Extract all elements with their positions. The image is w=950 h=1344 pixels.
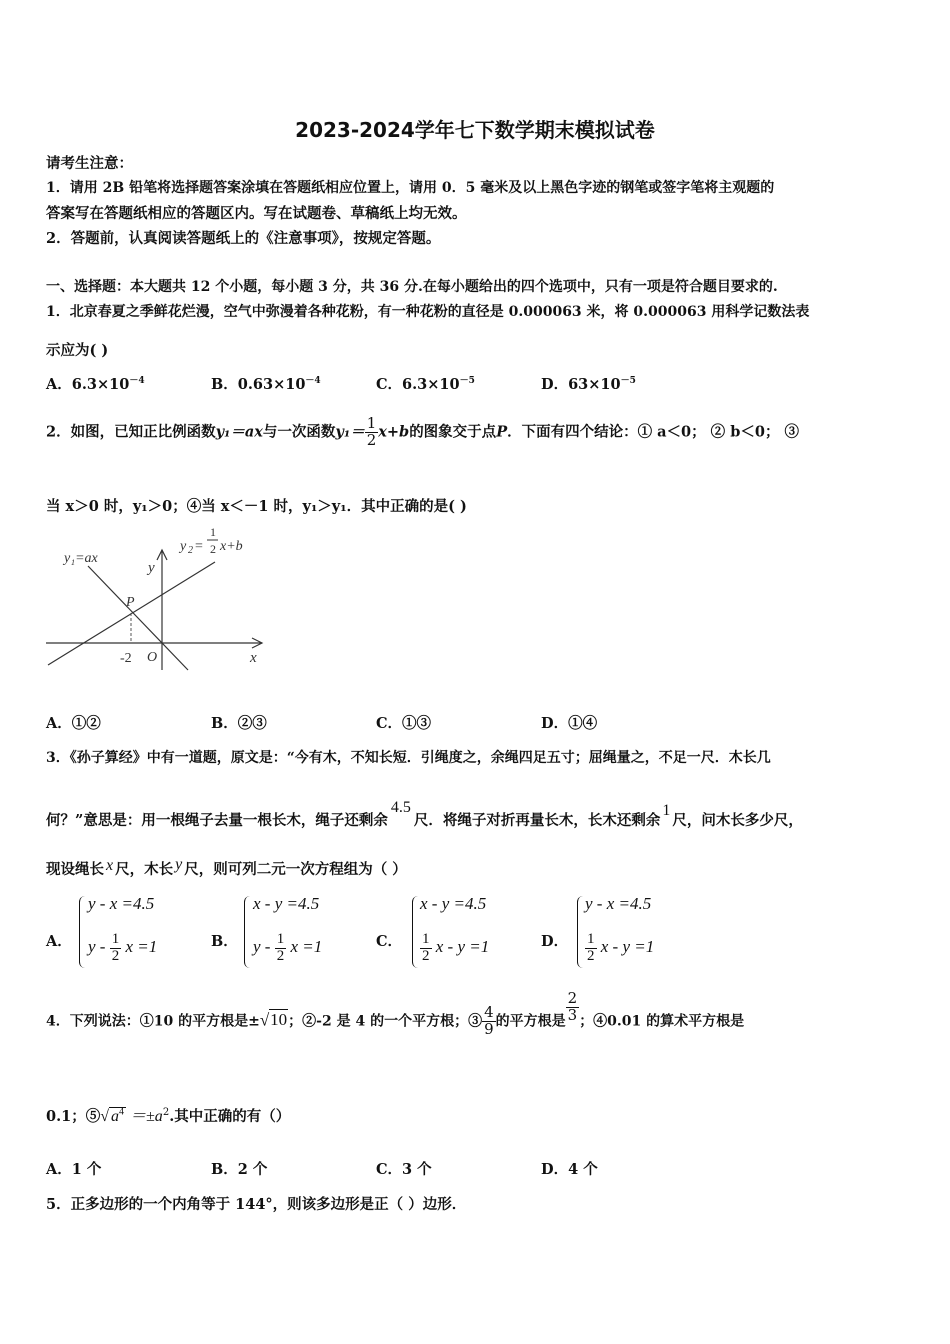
q2-graph — [40, 520, 280, 680]
graph-label-y2-pre: y — [180, 539, 187, 554]
q3-line-1: 3．《孙子算经》中有一道题，原文是：“今有木，不知长短．引绳度之，余绳四足五寸；屈绳量之，不足一尺．木长几 — [46, 750, 771, 766]
page-title: 2023-2024学年七下数学期末模拟试卷 — [295, 118, 655, 142]
q1-option-b[interactable]: B．$0.63\times 10^{-4}$ — [211, 376, 321, 393]
graph-label-y1: y₁=ax — [64, 551, 98, 566]
graph-y-axis-label: y — [148, 560, 155, 576]
notice-line-1b: 答案写在答题纸相应的答题区内。写在试题卷、草稿纸上均无效。 — [46, 205, 467, 222]
q2-line-1: 2．如图，已知正比例函数y₁＝ax与一次函数y₁＝ $\frac{1}{2}$ x+b的图象交于点P．下面有四个结论：① a＜0； ② b＜0； ③ — [46, 414, 799, 449]
q2-option-c[interactable]: C．①③ — [376, 715, 432, 732]
q3-option-d[interactable]: D． y - x =4.5 $\frac{1}{2}$ x - y =1 — [541, 892, 691, 972]
graph-label-y2-post: x+b — [220, 539, 243, 554]
graph-x-axis-label: x — [250, 650, 257, 666]
q4-option-b[interactable]: B．2 个 — [211, 1161, 268, 1178]
q2-line-2: 当 x＞0 时，y₁＞0；④当 x＜－1 时，y₁＞y₁．其中正确的是( ) — [46, 498, 467, 515]
q3-option-b[interactable]: B． x - y =4.5 y - $\frac{1}{2}$ x =1 — [211, 892, 361, 972]
q3-line-2: 何？”意思是：用一根绳子去量一根长木，绳子还剩余4.5尺．将绳子对折再量长木，长木还剩余1尺，问木长多少尺， — [46, 799, 803, 829]
notice-heading: 请考生注意： — [46, 155, 133, 172]
q1-option-d[interactable]: D．$63\times 10^{-5}$ — [541, 376, 636, 393]
graph-point-p-label: P — [126, 595, 135, 610]
graph-label-y2-eq: = — [195, 539, 203, 554]
section-heading: 一、选择题：本大题共 12 个小题，每小题 3 分，共 36 分.在每小题给出的四个选项中，只有一项是符合题目要求的. — [46, 279, 778, 295]
q5-line-1: 5．正多边形的一个内角等于 144°，则该多边形是正（ ）边形． — [46, 1196, 467, 1213]
notice-line-1a: 1．请用 2B 铅笔将选择题答案涂填在答题纸相应位置上，请用 0．5 毫米及以上黑色字迹的钢笔或签字笔将主观题的 — [46, 180, 775, 196]
q1-line-1: 1．北京春夏之季鲜花烂漫，空气中弥漫着各种花粉，有一种花粉的直径是 0.000063 米，将 0.000063 用科学记数法表 — [46, 304, 810, 320]
q3-option-a[interactable]: A． y - x =4.5 y - $\frac{1}{2}$ x =1 — [46, 892, 196, 972]
graph-origin-label: O — [147, 650, 158, 665]
graph-label-y2-n: 1 — [210, 525, 216, 539]
q2-option-d[interactable]: D．①④ — [541, 715, 598, 732]
q2-option-b[interactable]: B．②③ — [211, 715, 267, 732]
q1-option-c[interactable]: C．$6.3\times 10^{-5}$ — [376, 376, 475, 393]
graph-label-y2-sub: 2 — [188, 545, 193, 556]
q4-line-1: 4．下列说法：①10 的平方根是±√10；②-2 是 4 的一个平方根；③ $\frac{4}{9}$ 的平方根是 $\frac{2}{3}$ ；④0.01 的算术平方根是 — [46, 989, 745, 1038]
q4-option-d[interactable]: D．4 个 — [541, 1161, 598, 1178]
notice-line-2: 2．答题前，认真阅读答题纸上的《注意事项》，按规定答题。 — [46, 230, 441, 247]
q3-line-3: 现设绳长 x 尺，木长 y 尺，则可列二元一次方程组为（ ） — [46, 856, 407, 878]
q4-option-c[interactable]: C．3 个 — [376, 1161, 432, 1178]
q4-option-a[interactable]: A．1 个 — [46, 1161, 102, 1178]
q4-line-2: 0.1；⑤√ $a^4 =\pm a^2$.其中正确的有（） — [46, 1106, 291, 1125]
graph-label-y2-d: 2 — [210, 542, 216, 556]
q1-line-2: 示应为( ) — [46, 342, 109, 359]
q3-option-c[interactable]: C． x - y =4.5 $\frac{1}{2}$ x - y =1 — [376, 892, 526, 972]
q1-option-a[interactable]: A．$6.3\times 10^{-4}$ — [46, 376, 145, 393]
graph-neg2-label: -2 — [120, 651, 132, 666]
q2-option-a[interactable]: A．①② — [46, 715, 101, 732]
